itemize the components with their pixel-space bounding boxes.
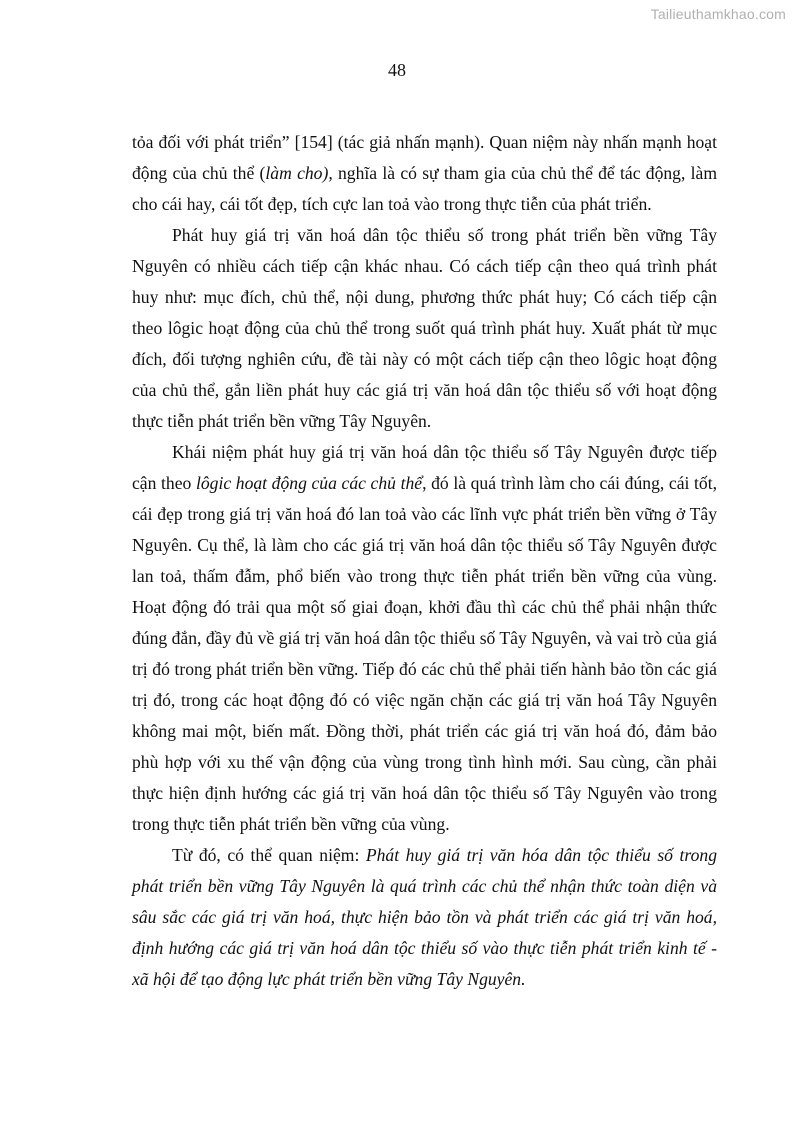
document-body (132, 127, 717, 995)
paragraph-1-emphasis: làm cho), (265, 163, 333, 183)
paragraph-4 (132, 840, 717, 995)
watermark-text: Tailieuthamkhao.com (650, 6, 786, 22)
paragraph-3-emphasis: lôgic hoạt động của các chủ thể (195, 473, 423, 493)
paragraph-2: Phát huy giá trị văn hoá dân tộc thiểu số trong phát triển bền vững Tây Nguyên có nhiều cách tiếp cận khác nhau. Có cách tiếp cận theo quá trình phát huy như: mục đích, chủ thể, nội dung, phương thức phát huy; Có cách tiếp cận theo lôgic hoạt động của chủ thể trong suốt quá trình phát huy. Xuất phát từ mục đích, đối tượng nghiên cứu, đề tài này có một cách tiếp cận theo lôgic hoạt động của chủ thể, gắn liền phát huy các giá trị văn hoá dân tộc thiểu số với hoạt động thực tiễn phát triển bền vững Tây Nguyên. (132, 225, 717, 431)
paragraph-3-text-c: , đó là quá trình làm cho cái đúng, cái tốt, cái đẹp trong giá trị văn hoá đó lan toả vào các lĩnh vực phát triển bền vững ở Tây Nguyên. Cụ thể, là làm cho các giá trị văn hoá dân tộc thiểu số Tây Nguyên được lan toả, thấm đẫm, phổ biến vào trong thực tiễn phát triển bền vững của vùng. Hoạt động đó trải qua một số giai đoạn, khởi đầu thì các chủ thể phải nhận thức đúng đắn, đầy đủ về giá trị văn hoá dân tộc thiểu số Tây Nguyên, và vai trò của giá trị đó trong phát triển bền vững. Tiếp đó các chủ thể phải tiến hành bảo tồn các giá trị đó, trong các hoạt động đó có việc ngăn chặn các giá trị văn hoá Tây Nguyên không mai một, biến mất. Đồng thời, phát triển các giá trị văn hoá đó, đảm bảo phù hợp với xu thế vận động của vùng trong tình hình mới. Sau cùng, cần phải thực hiện định hướng các giá trị văn hoá dân tộc thiểu số Tây Nguyên vào trong trong thực tiễn phát triển bền vững của vùng. (132, 473, 717, 834)
paragraph-1-text-c: nghĩa là có sự tham gia của chủ thể để tác động, làm cho cái hay, cái tốt đẹp, tích cực lan toả vào trong thực tiễn của phát triển. (132, 163, 718, 214)
paragraph-4-definition: Phát huy giá trị văn hóa dân tộc thiểu số trong phát triển bền vững Tây Nguyên là quá trình các chủ thể nhận thức toàn diện và sâu sắc các giá trị văn hoá, thực hiện bảo tồn và phát triển các giá trị văn hoá, định hướng các giá trị văn hoá dân tộc thiểu số vào thực tiễn phát triển kinh tế - xã hội để tạo động lực phát triển bền vững Tây Nguyên. (132, 845, 717, 989)
paragraph-4-text-a: Từ đó, có thể quan niệm: (172, 845, 366, 865)
paragraph-3 (132, 437, 717, 840)
page-number: 48 (388, 60, 406, 80)
paragraph-3-text-a: Khái niệm phát huy giá trị văn hoá dân tộc thiểu số Tây Nguyên được tiếp cận theo (132, 442, 717, 493)
paragraph-1-text-a: tỏa đối với phát triển” [154] (tác giả nhấn mạnh). Quan niệm này nhấn mạnh hoạt động của chủ thể ( (132, 132, 717, 183)
paragraph-1 (132, 127, 717, 220)
